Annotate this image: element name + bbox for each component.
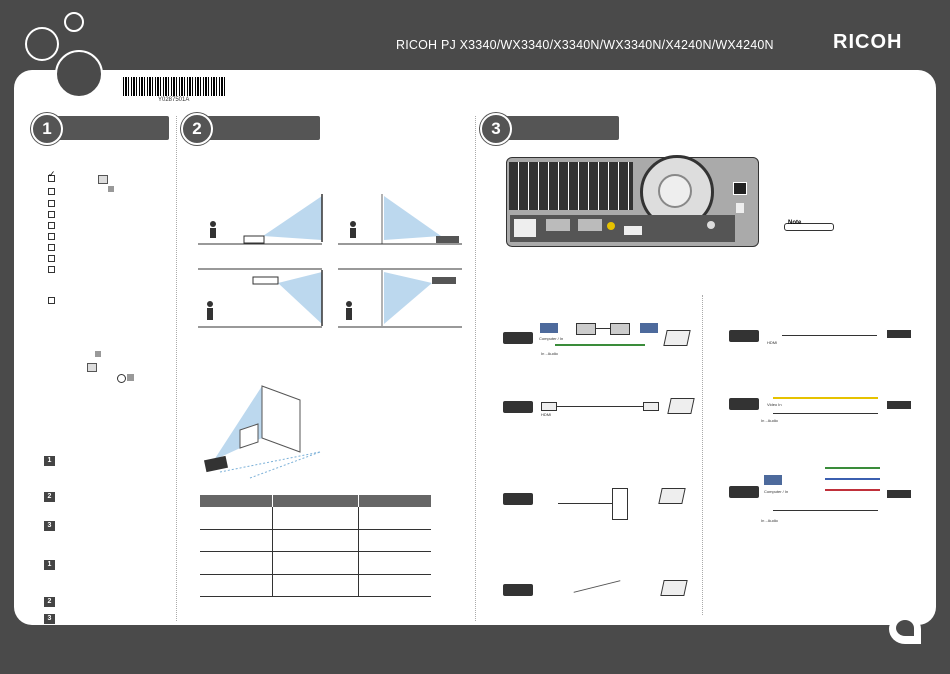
in-audio-label: In - Audio [541,351,558,356]
checkbox [48,255,55,262]
step-badge: 2 [44,492,55,502]
step-badge: 1 [44,560,55,570]
step-badge: 1 [44,456,55,466]
network-icon [117,374,126,383]
hdmi-label: HDMI [767,340,778,345]
bubble-small [64,12,84,32]
projector-icon [503,332,533,344]
projector-lens-inner [658,174,692,208]
computer-in-label: Computer / In [764,489,789,494]
vga-connector-icon [640,323,658,333]
video-in-label: Video In [767,402,782,407]
distance-table [200,495,431,597]
video-device-icon [887,330,911,338]
ricoh-logo: RICOH [833,31,903,53]
computer-in-label: Computer / In [539,336,564,341]
bubble-large [25,27,59,61]
page-icon [98,175,108,184]
audio-cable [773,510,878,511]
hdmi-cable [782,335,877,336]
section-1-number: 1 [31,113,63,145]
projector-vent [509,162,633,210]
laptop-icon [658,488,685,504]
check-mark-icon: ✓ [48,169,56,179]
page-icon [127,374,134,381]
vga-cable [595,328,610,329]
video-device-icon [887,401,911,409]
hdmi-label: HDMI [541,412,552,417]
divider-2 [475,116,476,621]
checkbox [48,211,55,218]
laptop-icon [667,398,694,414]
checkbox [48,244,55,251]
page-icon [95,351,101,357]
section-3-number: 3 [480,113,512,145]
audio-cable [773,413,878,414]
power-socket-icon [514,219,536,237]
checkbox [48,266,55,273]
laptop-icon [663,330,690,346]
barcode [123,77,226,96]
divider-1 [176,116,177,621]
ceiling-front [198,269,322,327]
audio-port-icon [707,221,715,229]
video-port-icon [607,222,615,230]
video-device-icon [887,490,911,498]
projector-ports-panel [510,215,735,242]
vga-connector-icon [576,323,596,335]
installation-diagrams [198,192,468,332]
lan-cable [558,503,613,504]
divider-3 [702,295,703,615]
bubble-filled [55,50,103,98]
checkbox [48,200,55,207]
projector-icon [729,486,759,498]
step-badge: 2 [44,597,55,607]
section-2-number: 2 [181,113,213,145]
laptop-icon [660,580,687,596]
rear-projection [338,194,462,244]
in-audio-label: In - Audio [761,418,778,423]
hdmi-port-icon [541,402,557,411]
projector-icon [729,330,759,342]
product-title: RICOH PJ X3340/WX3340/X3340N/WX3340N/X4240N/WX4240N [396,38,774,52]
hdmi-port-icon [624,226,642,235]
checkbox [48,222,55,229]
projector-icon [729,398,759,410]
projector-icon [503,493,533,505]
step-badge: 3 [44,614,55,624]
checkbox [48,233,55,240]
vga-connector-icon [610,323,630,335]
ceiling-rear [338,269,462,327]
barcode-text: Y0287501A [158,97,190,103]
usb-port-icon [736,203,744,213]
next-page-arrow-inner [896,620,914,636]
screen-size-diagram [200,382,330,482]
checkbox [48,188,55,195]
vga-connector-icon [540,323,558,333]
checkbox [48,297,55,304]
in-audio-label: In - Audio [761,518,778,523]
projector-icon [503,401,533,413]
page-icon [108,186,114,192]
page-icon [87,363,97,372]
component-cable-red [825,489,880,491]
hdmi-cable [556,406,644,407]
lan-port-icon [733,182,747,195]
step-badge: 3 [44,521,55,531]
yellow-cable [773,397,878,399]
vga-port-icon [546,219,570,231]
component-cable-green [825,467,880,469]
router-icon [612,488,628,520]
hdmi-port-icon [643,402,659,411]
vga-port-icon [578,219,602,231]
note-label: Note [788,220,802,226]
front-projection [198,194,322,244]
vga-connector-icon [764,475,782,485]
component-cable-blue [825,478,880,480]
audio-cable [555,344,645,346]
projector-icon [503,584,533,596]
